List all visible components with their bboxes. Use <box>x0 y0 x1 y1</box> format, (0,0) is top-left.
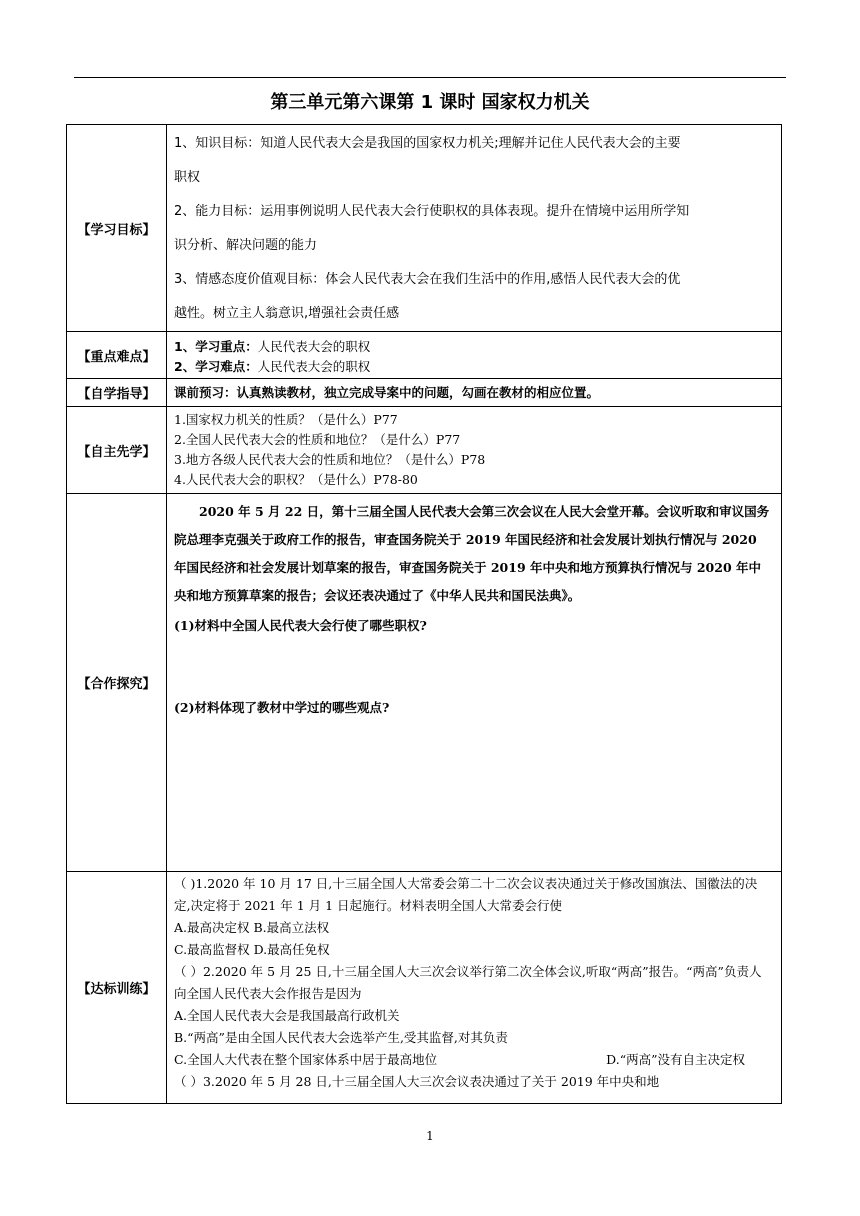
label-keypoints: 【重点难点】 <box>67 332 167 379</box>
row-coop <box>67 494 782 872</box>
label-selfstudy: 【自主先学】 <box>67 407 167 494</box>
page-number: 1 <box>426 1129 434 1143</box>
selfstudy-question: 2.全国人民代表大会的性质和地位？（是什么）P77 <box>174 432 461 447</box>
row-objectives <box>67 125 782 332</box>
objective-line: 职权 <box>174 170 201 185</box>
training-option: C.最高监督权 D.最高任免权 <box>174 942 330 957</box>
row-keypoints <box>67 332 782 379</box>
row-training <box>67 872 782 1104</box>
selfstudy-question: 4.人民代表大会的职权？（是什么）P78-80 <box>174 472 418 487</box>
training-option: B.“两高”是由全国人民代表大会选举产生,受其监督,对其负责 <box>174 1030 508 1045</box>
keypoint-line: 1、学习重点：人民代表大会的职权 <box>174 339 371 354</box>
coop-question-1: (1)材料中全国人民代表大会行使了哪些职权? <box>174 618 427 633</box>
keypoint-line: 2、学习难点：人民代表大会的职权 <box>174 359 371 374</box>
label-training: 【达标训练】 <box>67 872 167 1104</box>
lesson-table <box>66 124 782 1104</box>
training-question-1: （ )1.2020 年 10 月 17 日,十三届全国人大常委会第二十二次会议表决通过关于修改国旗法、国徽法的决定,决定将于 2021 年 1 月 1 日起施行。材料表明全国人大常委会行使 <box>174 876 758 913</box>
training-question-2: （ ）2.2020 年 5 月 25 日,十三届全国人大三次会议举行第二次全体会议,听取“两高”报告。“两高”负责人向全国人民代表大会作报告是因为 <box>174 964 762 1001</box>
selfstudy-question: 3.地方各级人民代表大会的性质和地位？（是什么）P78 <box>174 452 486 467</box>
training-question-3: （ ）3.2020 年 5 月 28 日,十三届全国人大三次会议表决通过了关于 2019 年中央和地 <box>174 1074 660 1089</box>
training-option: D.“两高”没有自主决定权 <box>606 1052 745 1067</box>
objective-line: 3、情感态度价值观目标：体会人民代表大会在我们生活中的作用,感悟人民代表大会的优 <box>174 272 681 287</box>
coop-question-2: (2)材料体现了教材中学过的哪些观点? <box>174 700 390 715</box>
row-selfstudy <box>67 407 782 494</box>
label-objectives: 【学习目标】 <box>67 125 167 332</box>
page-title: 第三单元第六课第 1 课时 国家权力机关 <box>270 92 590 113</box>
coop-material: 2020 年 5 月 22 日，第十三届全国人民代表大会第三次会议在人民大会堂开幕。会议听取和审议国务院总理李克强关于政府工作的报告，审查国务院关于 2019 年国民经济和社会发展计划执行情况与 2020 年国民经济和社会发展计划草案的报告，审查国务院关于 2019 年中央和地方预算执行情况与 2020 年中央和地方预算草案的报告；会议还表决通过了《中华人民共和国民法典》。 <box>174 504 770 603</box>
label-coop: 【合作探究】 <box>67 494 167 872</box>
guide-text: 课前预习：认真熟读教材，独立完成导案中的问题，勾画在教材的相应位置。 <box>167 379 782 407</box>
selfstudy-question: 1.国家权力机关的性质？（是什么）P77 <box>174 412 398 427</box>
objective-line: 越性。树立主人翁意识,增强社会责任感 <box>174 306 400 321</box>
training-option: C.全国人大代表在整个国家体系中居于最高地位 <box>174 1052 438 1067</box>
training-option: A.全国人民代表大会是我国最高行政机关 <box>174 1008 400 1023</box>
training-option: A.最高决定权 B.最高立法权 <box>174 920 330 935</box>
training-option-row <box>174 1049 773 1071</box>
objective-line: 1、知识目标：知道人民代表大会是我国的国家权力机关;理解并记住人民代表大会的主要 <box>174 136 681 151</box>
row-guide <box>67 379 782 407</box>
objective-line: 2、能力目标：运用事例说明人民代表大会行使职权的具体表现。提升在情境中运用所学知 <box>174 204 690 219</box>
header-rule <box>74 77 786 78</box>
label-guide: 【自学指导】 <box>67 379 167 407</box>
objective-line: 识分析、解决问题的能力 <box>174 238 318 253</box>
